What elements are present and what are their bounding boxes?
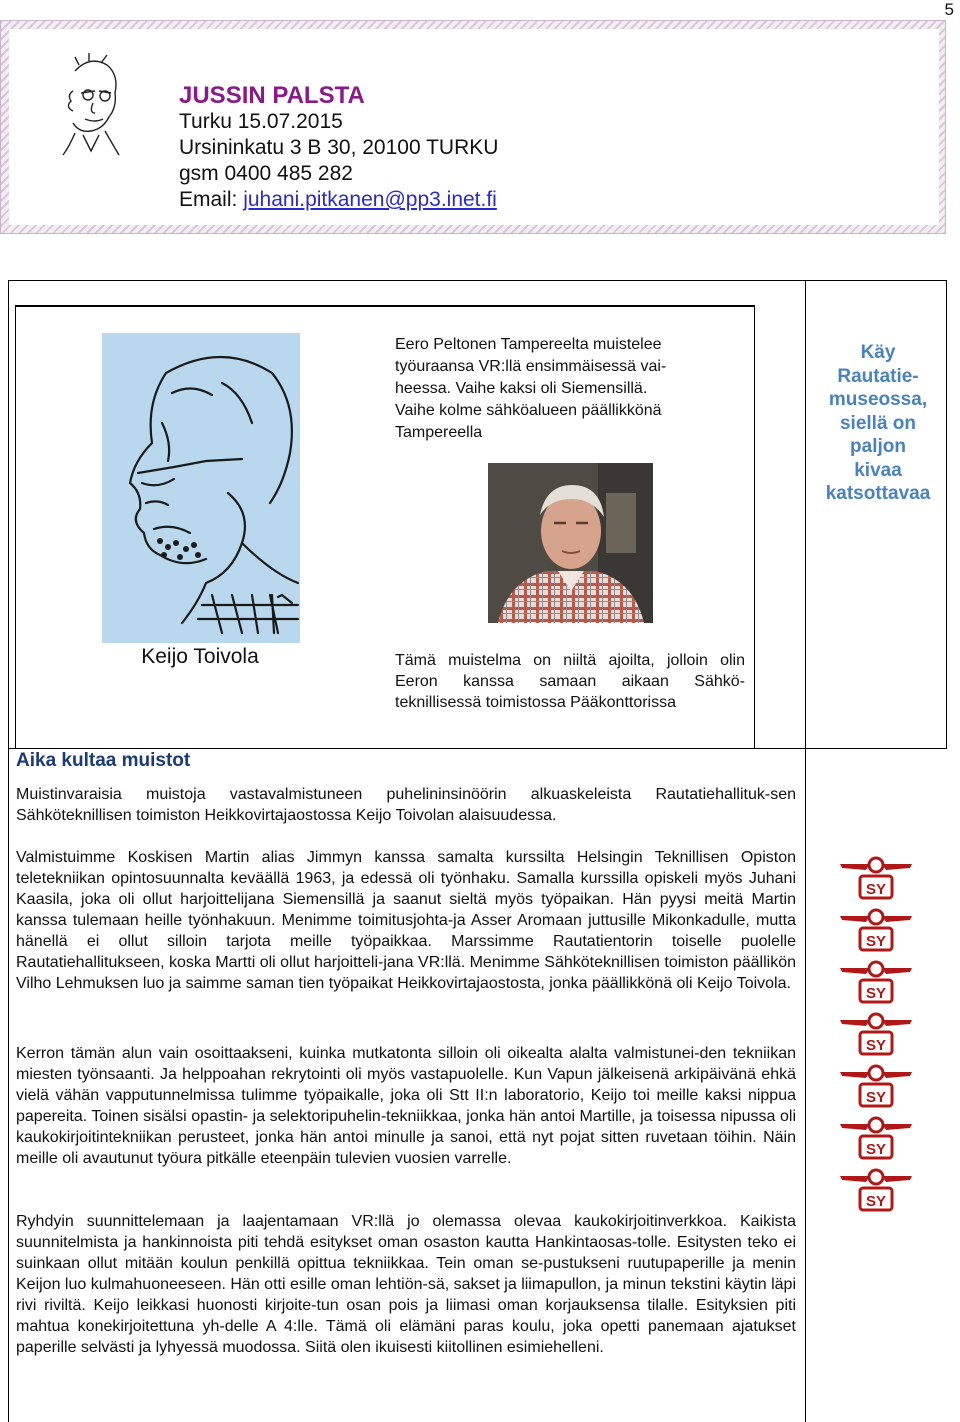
body-paragraph: Valmistuimme Koskisen Martin alias Jimmyn kanssa samalta kurssilta Helsingin Teknillisen Opiston teletekniikan opintosuunnalta keväällä 1963, ja edessä oli työnhaku. Samalla kurssilla opiskeli myös Juhani Kaasila, joka oli ollut harjoittelijana Siemensillä ja saanut sieltä myös työpaikan. Hän pyysi meitä Martin kanssa tulemaan heille työnhakuun. Menimme toimitusjohta-ja Asser Aromaan juttusille Mikonkadulle, mutta hänellä ei ollut silloin tarjota meille työpaikkaa. Marssimme Rautatientorin toiselle puolelle Rautatiehallitukseen, koska Martti oli ollut harjoitteli-jana VR:llä. Menimme Sähköteknillisen toimiston päällikön Vilho Lehmuksen luo ja saimme saman tien työpaikat Heikkovirtajaostosta, jonka päällikkönä oli Keijo Toivola. (16, 849, 796, 992)
phone-line: gsm 0400 485 282 (179, 162, 353, 185)
logo-text: SY (865, 985, 887, 1002)
column-title: JUSSIN PALSTA (179, 82, 365, 109)
logo-text: SY (865, 1193, 887, 1210)
intro-line: Vaihe kolme sähköalueen päällikkönä (395, 402, 662, 419)
intro-text (395, 334, 725, 444)
email-label: Email: (179, 188, 244, 211)
intro-line: Eero Peltonen Tampereelta muistelee (395, 336, 662, 353)
section-heading: Aika kultaa muistot (16, 750, 191, 771)
sy-logo-icon (836, 850, 916, 902)
museum-note-line: katsottavaa (825, 483, 931, 504)
museum-note-line: siellä on (839, 412, 917, 434)
museum-note-line: Rautatie- (837, 365, 919, 387)
sy-logo-column (836, 850, 916, 1214)
logo-text: SY (865, 1089, 887, 1106)
logo-text: SY (865, 933, 887, 950)
email-line (179, 187, 498, 213)
logo-text: SY (865, 1141, 887, 1158)
sy-logo-icon (836, 1162, 916, 1214)
sy-logo-icon (836, 902, 916, 954)
museum-note-line: museossa, (828, 389, 928, 410)
eero-photo (488, 463, 653, 623)
intro-line: heessa. Vaihe kaksi oli Siemensillä. (395, 380, 648, 397)
logo-text: SY (865, 881, 887, 898)
sy-logo-icon (836, 1110, 916, 1162)
museum-note (816, 341, 940, 506)
page-number: 5 (944, 0, 954, 19)
keijo-caricature-image (102, 333, 300, 643)
date-line: Turku 15.07.2015 (179, 110, 343, 133)
caricature-caption: Keijo Toivola (141, 645, 259, 668)
frame-divider (8, 748, 947, 749)
sy-logo-icon (836, 1058, 916, 1110)
logo-text: SY (865, 1037, 887, 1054)
frame-divider (8, 748, 9, 1422)
body-paragraph: Ryhdyin suunnittelemaan ja laajentamaan VR:llä jo olemassa olevaa kaukokirjoitinverkkoa. Kaikista suunnitelmista ja hankinnoista piti tehdä esitykset oman osaston kautta Hankintaosas-tolle. Esitysten teko ei suinkaan ollut mitään koulun penkillä opittua tekniikkaa. Tein oman se-pustukseni ruutupaperille ja menin Keijon luo kulmahuoneeseen. Hän otti esille oman lehtiön-sä, sakset ja liimapullon, ja minun tekstini käytin läpi rivi riviltä. Keijo leikkasi huonosti kirjoite-tun osan pois ja liimasi oman korjauksensa tilalle. Esityksien piti mahtua konekirjoitettuna yh-delle A 4:lle. Tämä oli elämäni paras koulu, joka opetti panemaan ajatukset paperille selvästi ja lyhyessä muodossa. Siitä olen ikuisesti kiitollinen esimiehelleni. (16, 1213, 796, 1356)
email-link[interactable]: juhani.pitkanen@pp3.inet.fi (243, 188, 497, 211)
author-caricature-icon (45, 51, 135, 161)
body-paragraph: Kerron tämän alun vain osoittaakseni, kuinka mutkatonta silloin oli oikealta alalta valmistunei-den tekniikan miesten työnsaanti. Ja helppoahan rekrytointi oli myös vastapuolelle. Kun Vapun jälkeisenä arkipäivänä ehkä vielä vähän vapputunnelmissa tulimme työpaikalle, joka oli Stt II:n laboratorio, Keijo toi meille kaksi nippua papereita. Toinen sisälsi opastin- ja selektoripuhelin-tekniikkaa, jonka hän antoi Martille, ja toisessa nipussa oli kaukokirjoitintekniikan perusteet, jonka hän antoi minulle ja sanoi, että nyt pojat sitten ruvetaan töihin. Näin meille oli avautunut työura pitkälle eteenpäin tulevien vuosien varrelle. (16, 1045, 796, 1167)
header-inner (9, 29, 939, 225)
sy-logo-icon (836, 1006, 916, 1058)
museum-note-line: paljon (850, 436, 906, 457)
memo-text: Tämä muistelma on niiltä ajoilta, jolloin olin Eeron kanssa samaan aikaan Sähkö-teknillisessä toimistossa Pääkonttorissa (395, 652, 745, 711)
intro-line: työuraansa VR:llä ensimmäisessä vai- (395, 358, 667, 375)
frame-divider (805, 280, 806, 1422)
header-text (179, 83, 498, 213)
address-line: Ursininkatu 3 B 30, 20100 TURKU (179, 136, 499, 159)
museum-note-line: kivaa (854, 459, 902, 481)
body-paragraph: Muistinvaraisia muistoja vastavalmistuneen puhelininsinöörin alkuaskeleista Rautatiehallituk-sen Sähköteknillisen toimiston Heikkovirtajaostossa Keijo Toivolan alaisuudessa. (16, 786, 796, 824)
sy-logo-icon (836, 954, 916, 1006)
intro-line: Tampereella (395, 424, 483, 441)
museum-note-line: Käy (860, 342, 896, 363)
header-band (0, 20, 946, 234)
